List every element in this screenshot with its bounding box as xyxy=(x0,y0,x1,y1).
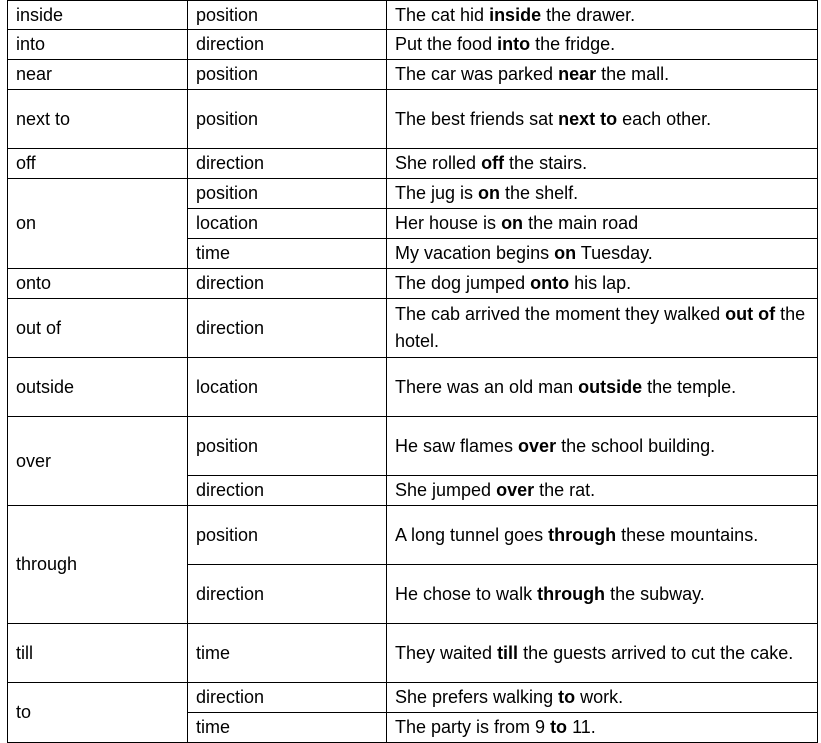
example-preposition: near xyxy=(558,64,597,84)
preposition-cell: outside xyxy=(8,358,188,417)
usage-cell: location xyxy=(188,209,387,239)
usage-cell: direction xyxy=(188,683,387,713)
example-preposition: on xyxy=(554,243,577,263)
usage-cell: position xyxy=(188,179,387,209)
example-preposition: to xyxy=(558,687,576,707)
table-row xyxy=(8,417,818,476)
prepositions-table xyxy=(7,0,818,743)
table-row xyxy=(8,269,818,299)
example-cell xyxy=(387,476,818,506)
example-text-after: his lap. xyxy=(569,273,632,293)
example-text-after: each other. xyxy=(617,108,712,129)
usage-cell: position xyxy=(188,60,387,90)
example-cell xyxy=(387,269,818,299)
example-preposition: into xyxy=(497,34,531,54)
example-cell xyxy=(387,713,818,743)
table-row xyxy=(8,60,818,90)
example-preposition: outside xyxy=(578,376,643,397)
example-text-after: the guests arrived to cut the cake. xyxy=(518,642,794,663)
table-row xyxy=(8,624,818,683)
table-row xyxy=(8,149,818,179)
preposition-cell: near xyxy=(8,60,188,90)
example-text-before: My vacation begins xyxy=(395,243,555,263)
example-preposition: till xyxy=(497,642,519,663)
example-text-before: He chose to walk xyxy=(395,583,538,604)
example-preposition: on xyxy=(478,183,501,203)
table-row xyxy=(8,683,818,713)
usage-cell: direction xyxy=(188,269,387,299)
example-text-after: Tuesday. xyxy=(576,243,653,263)
example-text-before: She prefers walking xyxy=(395,687,559,707)
example-preposition: to xyxy=(550,717,568,737)
example-text-after: the stairs. xyxy=(504,153,588,173)
table-body xyxy=(8,1,818,743)
example-cell xyxy=(387,149,818,179)
usage-cell: direction xyxy=(188,565,387,624)
example-text-before: The cat hid xyxy=(395,4,490,25)
example-text-after: the temple. xyxy=(642,376,737,397)
preposition-cell: on xyxy=(8,179,188,269)
example-text-after: the rat. xyxy=(534,480,596,500)
preposition-cell: to xyxy=(8,683,188,743)
example-text-after: the main road xyxy=(523,213,639,233)
usage-cell: direction xyxy=(188,299,387,358)
example-preposition: through xyxy=(537,583,606,604)
example-text-before: She jumped xyxy=(395,480,497,500)
example-text-after: work. xyxy=(575,687,624,707)
example-text-before: The dog jumped xyxy=(395,273,531,293)
usage-cell: position xyxy=(188,417,387,476)
preposition-cell: over xyxy=(8,417,188,506)
example-text-before: She rolled xyxy=(395,153,482,173)
example-preposition: through xyxy=(548,524,617,545)
example-text-before: The car was parked xyxy=(395,64,559,84)
example-text-after: the school building. xyxy=(556,435,716,456)
preposition-cell: inside xyxy=(8,1,188,30)
example-preposition: off xyxy=(481,153,505,173)
example-text-after: the shelf. xyxy=(500,183,579,203)
usage-cell: direction xyxy=(188,149,387,179)
example-preposition: over xyxy=(518,435,557,456)
usage-cell: position xyxy=(188,1,387,30)
example-preposition: out of xyxy=(725,304,776,324)
example-cell xyxy=(387,506,818,565)
preposition-cell: through xyxy=(8,506,188,624)
preposition-cell: till xyxy=(8,624,188,683)
example-text-after: the mall. xyxy=(596,64,670,84)
example-text-before: The cab arrived the moment they walked xyxy=(395,304,726,324)
usage-cell: position xyxy=(188,506,387,565)
example-preposition: inside xyxy=(489,4,542,25)
example-cell xyxy=(387,417,818,476)
example-cell xyxy=(387,1,818,30)
preposition-cell: out of xyxy=(8,299,188,358)
usage-cell: location xyxy=(188,358,387,417)
example-text-after: the subway. xyxy=(605,583,705,604)
table-row xyxy=(8,1,818,30)
table-row xyxy=(8,506,818,565)
example-text-after: the fridge. xyxy=(530,34,616,54)
example-cell xyxy=(387,179,818,209)
example-cell xyxy=(387,358,818,417)
usage-cell: time xyxy=(188,713,387,743)
example-text-after: 11. xyxy=(567,717,596,737)
example-preposition: next to xyxy=(558,108,618,129)
preposition-cell: into xyxy=(8,30,188,60)
example-cell xyxy=(387,239,818,269)
example-text-after: the drawer. xyxy=(541,4,636,25)
usage-cell: direction xyxy=(188,30,387,60)
preposition-cell: off xyxy=(8,149,188,179)
example-cell xyxy=(387,299,818,358)
example-cell xyxy=(387,90,818,149)
example-cell xyxy=(387,209,818,239)
example-preposition: over xyxy=(496,480,535,500)
example-cell xyxy=(387,565,818,624)
usage-cell: position xyxy=(188,90,387,149)
example-text-after: the hotel. xyxy=(395,304,806,351)
preposition-cell: next to xyxy=(8,90,188,149)
example-cell xyxy=(387,683,818,713)
usage-cell: time xyxy=(188,239,387,269)
example-cell xyxy=(387,60,818,90)
example-text-before: The best friends sat xyxy=(395,108,559,129)
example-text-before: A long tunnel goes xyxy=(395,524,549,545)
example-text-before: They waited xyxy=(395,642,498,663)
example-text-before: There was an old man xyxy=(395,376,579,397)
example-text-before: The party is from 9 xyxy=(395,717,551,737)
example-text-before: He saw flames xyxy=(395,435,519,456)
example-cell xyxy=(387,624,818,683)
table-row xyxy=(8,90,818,149)
example-text-before: The jug is xyxy=(395,183,479,203)
table-row xyxy=(8,179,818,209)
example-text-after: these mountains. xyxy=(616,524,759,545)
table-row xyxy=(8,299,818,358)
example-text-before: Her house is xyxy=(395,213,502,233)
example-preposition: on xyxy=(501,213,524,233)
preposition-cell: onto xyxy=(8,269,188,299)
example-preposition: onto xyxy=(530,273,570,293)
table-row xyxy=(8,30,818,60)
example-cell xyxy=(387,30,818,60)
usage-cell: time xyxy=(188,624,387,683)
usage-cell: direction xyxy=(188,476,387,506)
example-text-before: Put the food xyxy=(395,34,498,54)
table-row xyxy=(8,358,818,417)
